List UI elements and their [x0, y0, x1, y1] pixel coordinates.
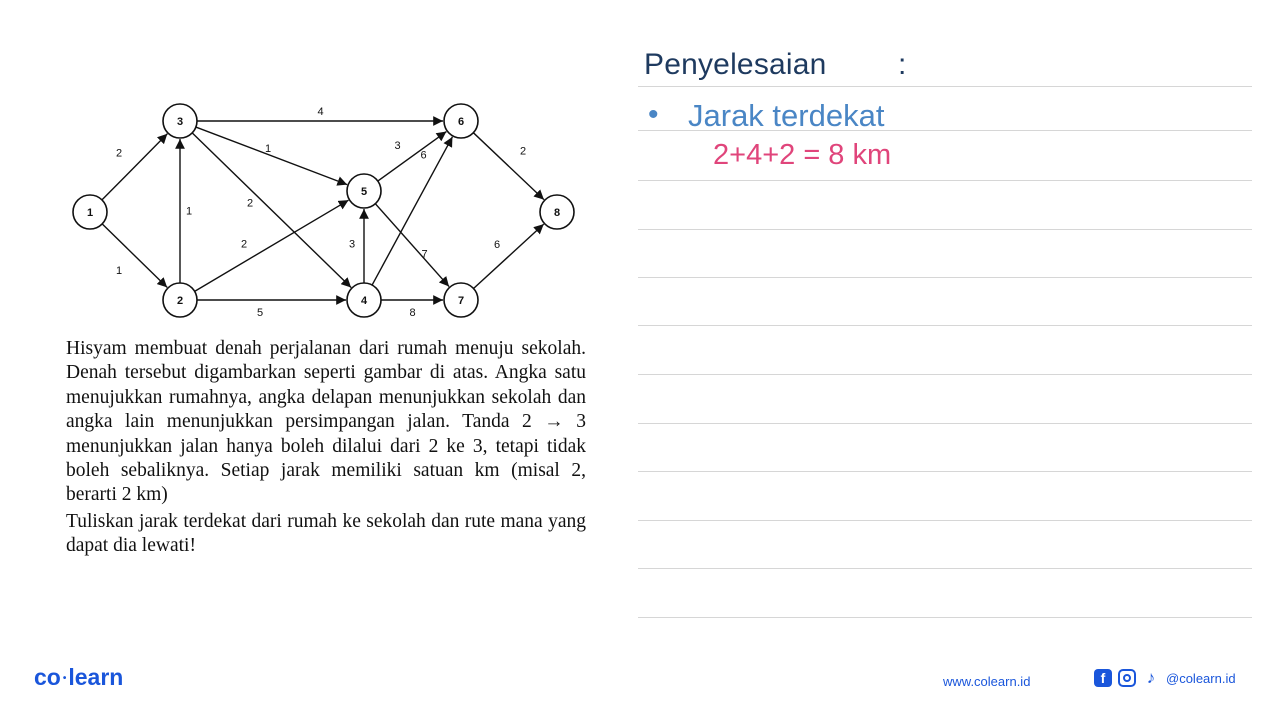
edge-4-6: [372, 137, 452, 285]
edge-weight-4-5: 3: [348, 238, 356, 251]
edge-weight-4-7: 8: [409, 307, 416, 319]
edge-weight-3-5: 1: [264, 143, 272, 155]
bullet-point: •: [648, 98, 659, 131]
edge-1-2: [102, 224, 167, 288]
notebook-lines: [638, 0, 1252, 640]
node-label-7: 7: [457, 295, 465, 307]
edge-1-3: [102, 134, 167, 200]
edge-weight-5-6: 3: [394, 140, 401, 152]
edge-3-5: [196, 127, 347, 185]
shortest-distance-heading: Jarak terdekat: [688, 98, 885, 133]
social-handle[interactable]: @colearn.id: [1166, 670, 1236, 686]
instagram-icon[interactable]: [1118, 669, 1136, 687]
solution-colon: :: [898, 48, 907, 81]
edge-weight-5-7: 7: [421, 248, 428, 261]
facebook-icon[interactable]: f: [1094, 669, 1112, 687]
logo-text-learn: learn: [68, 664, 124, 690]
node-label-3: 3: [176, 116, 184, 128]
node-label-4: 4: [360, 295, 368, 307]
colearn-logo: [34, 664, 123, 691]
edge-weight-1-2: 1: [115, 265, 123, 277]
edge-weight-2-3: 1: [185, 205, 193, 218]
road-network-diagram: [0, 0, 640, 330]
edge-weight-4-6: 6: [420, 149, 427, 162]
edge-5-7: [375, 204, 449, 287]
solution-title: Penyelesaian: [644, 48, 827, 81]
node-label-5: 5: [360, 186, 368, 198]
social-links: [1094, 668, 1236, 688]
problem-statement: [66, 337, 586, 559]
problem-paragraph-2: Tuliskan jarak terdekat dari rumah ke sekolah dan rute mana yang dapat dia lewati!: [66, 510, 586, 557]
shortest-distance-answer: 2+4+2 = 8 km: [713, 139, 892, 171]
problem-paragraph-1: Hisyam membuat denah perjalanan dari rumah menuju sekolah. Denah tersebut digambarkan seperti gambar di atas. Angka satu menujukkan rumahnya, angka delapan menunjukkan sekolah dan angka lain menunjukkan persimpangan jalan. Tanda 2 → 3 menunjukkan jalan hanya boleh dilalui dari 2 ke 3, tetapi tidak boleh sebaliknya. Setiap jarak memiliki satuan km (misal 2, berarti 2 km): [66, 338, 586, 506]
edge-weight-2-4: 5: [256, 307, 264, 319]
node-label-8: 8: [553, 207, 561, 219]
edge-5-6: [378, 132, 447, 182]
edge-weight-3-6: 4: [317, 106, 324, 118]
edge-6-8: [473, 133, 544, 200]
edge-weight-1-3: 2: [115, 147, 123, 160]
node-label-6: 6: [457, 116, 465, 128]
logo-text-co: co: [34, 664, 61, 690]
edge-weight-6-8: 2: [519, 145, 527, 158]
edge-weight-2-5: 2: [240, 238, 248, 251]
website-link[interactable]: www.colearn.id: [943, 674, 1031, 689]
logo-separator: •: [62, 673, 67, 685]
edge-2-5: [195, 197, 349, 291]
node-label-1: 1: [86, 207, 94, 219]
node-label-2: 2: [176, 295, 184, 307]
edge-7-8: [474, 224, 544, 288]
edge-weight-7-8: 6: [493, 239, 501, 251]
edge-weight-3-4: 2: [246, 197, 254, 210]
tiktok-icon[interactable]: ♪: [1146, 668, 1156, 687]
